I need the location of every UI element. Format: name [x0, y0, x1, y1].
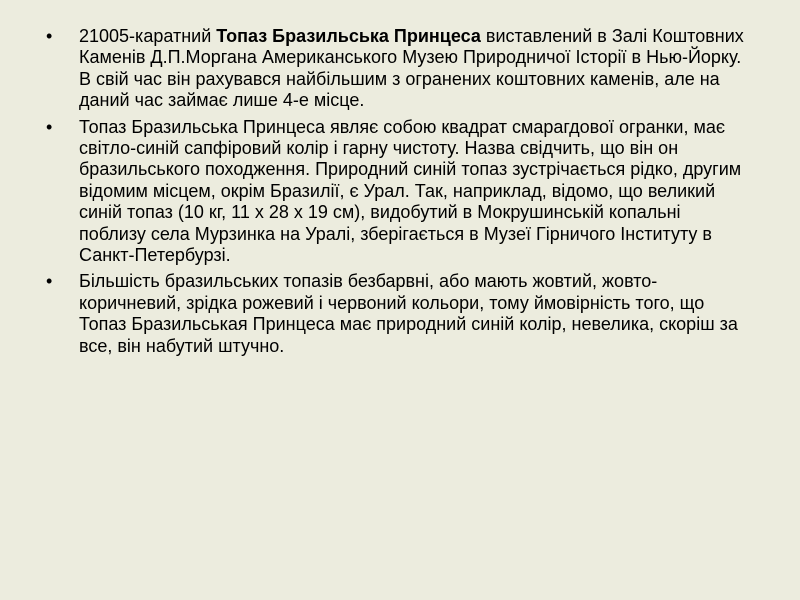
bullet-1-text-after-bold: виставлений в Залі Коштовних Каменів Д.П.Моргана Американського Музею Природничої Історії в Нью-Йорку. В свій час він рахувався найбільшим з огранених коштовних каменів, але на даний час займає лише 4-е місце.	[79, 26, 744, 111]
bullet-item-1	[46, 26, 746, 112]
bullet-dot-icon: •	[46, 26, 53, 46]
bullet-dot-icon: •	[46, 116, 53, 137]
bullet-list	[46, 26, 746, 362]
bullet-dot-icon: •	[46, 271, 53, 292]
bullet-item-2	[46, 117, 746, 267]
bullet-text-1	[79, 26, 746, 112]
bullet-text-2: Топаз Бразильська Принцеса являє собою квадрат смарагдової огранки, має світло-синій сапфіровий колір і гарну чистоту. Назва свідчить, що він он бразильського походження. Природний синій топаз зустрічається рідко, другим відомим місцем, окрім Бразилії, є Урал. Так, наприклад, відомо, що великий синій топаз (10 кг, 11 х 28 х 19 см), видобутий в Мокрушинській копальні поблизу села Мурзинка на Уралі, зберігається в Музеї Гірничого Інституту в Санкт-Петербурзі.	[79, 116, 742, 266]
bullet-1-text-before-bold: 21005-каратний	[79, 26, 217, 46]
bullet-1-bold-title: Топаз Бразильська Принцеса	[216, 26, 481, 46]
bullet-item-3	[46, 271, 746, 357]
bullet-text-3: Більшість бразильських топазів безбарвні, або мають жовтий, жовто-коричневий, зрідка рожевий і червоний кольори, тому ймовірність того, що Топаз Бразильськая Принцеса має природний синій колір, невелика, скоріш за все, він набутий штучно.	[79, 271, 738, 356]
